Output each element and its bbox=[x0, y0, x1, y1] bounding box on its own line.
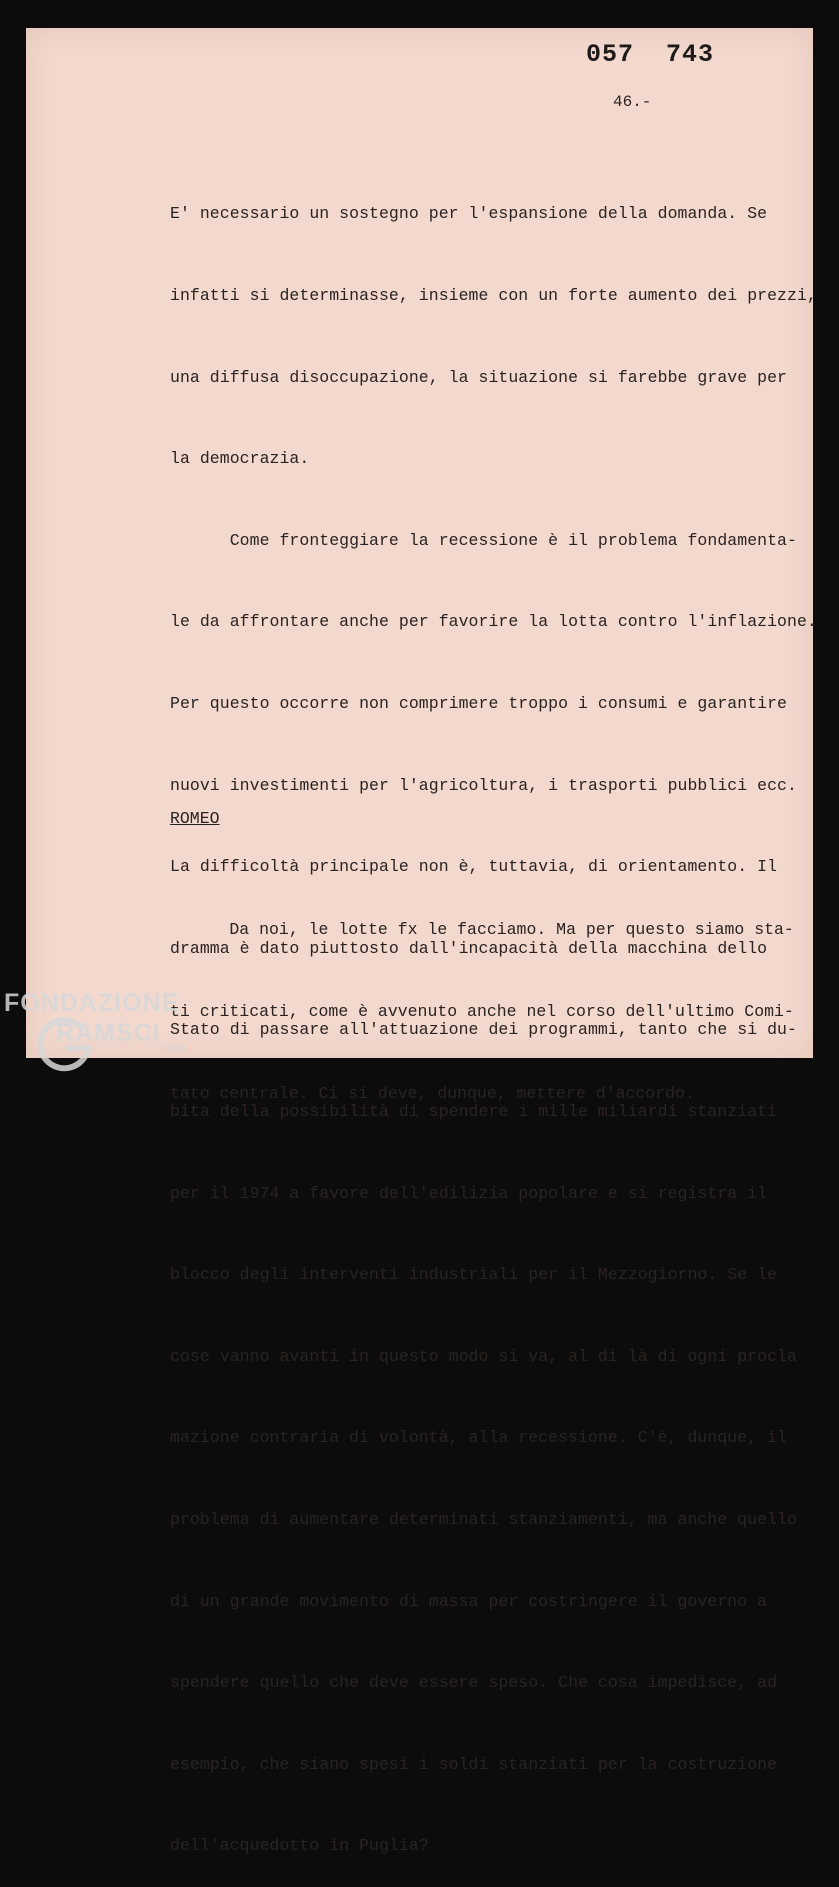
text-line: le da affrontare anche per favorire la lotta contro l'inflazione. bbox=[170, 612, 817, 632]
text-line: cose vanno avanti in questo modo si va, al di là di ogni procla bbox=[170, 1346, 797, 1366]
text-line: ti criticati, come è avvenuto anche nel corso dell'ultimo Comi- bbox=[170, 1002, 794, 1021]
text-line: La difficoltà principale non è, tuttavia, di orientamento. Il bbox=[170, 857, 778, 877]
watermark-line2-text: RAMSCI bbox=[56, 1019, 161, 1047]
foundation-watermark bbox=[4, 988, 187, 1064]
watermark-line1: FONDAZIONE bbox=[4, 989, 180, 1017]
text-line: spendere quello che deve essere speso. Che cosa impedisce, ad bbox=[170, 1673, 778, 1693]
text-line: E' necessario un sostegno per l'espansione della domanda. Se bbox=[170, 204, 768, 224]
text-line: problema di aumentare determinati stanziamenti, ma anche quello bbox=[170, 1509, 797, 1529]
reply-text bbox=[170, 862, 810, 1134]
text-line: tato centrale. Ci si deve, dunque, mettere d'accordo. bbox=[170, 1083, 695, 1103]
page-number: 46.- bbox=[613, 93, 652, 111]
text-line: infatti si determinasse, insieme con un forte aumento dei prezzi, bbox=[170, 286, 817, 305]
watermark-line2 bbox=[4, 1018, 187, 1064]
text-line: bita della possibilità di spendere i mille miliardi stanziati bbox=[170, 1101, 778, 1121]
gramsci-g-icon bbox=[34, 1012, 96, 1074]
text-line: per il 1974 a favore dell'edilizia popolare e si registra il bbox=[170, 1183, 768, 1203]
text-line: dramma è dato piuttosto dall'incapacità della macchina dello bbox=[170, 938, 768, 958]
text-line: blocco degli interventi industriali per il Mezzogiorno. Se le bbox=[170, 1265, 778, 1285]
speaker-name: ROMEO bbox=[170, 809, 220, 828]
text-line: nuovi investimenti per l'agricoltura, i trasporti pubblici ecc. bbox=[170, 775, 797, 795]
text-line: esempio, che siano spesi i soldi stanziati per la costruzione bbox=[170, 1754, 778, 1774]
text-line: Stato di passare all'attuazione dei programmi, tanto che si du- bbox=[170, 1020, 797, 1040]
text-line: dell'acquedotto in Puglia? bbox=[170, 1836, 429, 1856]
text-line: la democrazia. bbox=[170, 449, 310, 469]
text-line: di un grande movimento di massa per costringere il governo a bbox=[170, 1591, 768, 1611]
text-line: Da noi, le lotte fx le facciamo. Ma per questo siamo sta- bbox=[170, 920, 794, 940]
text-line: Come fronteggiare la recessione è il problema fondamenta- bbox=[170, 530, 797, 550]
watermark-onlus: onlus bbox=[162, 1043, 187, 1054]
archive-number: 057 743 bbox=[586, 40, 715, 69]
text-line: mazione contraria di volontà, alla recessione. C'è, dunque, il bbox=[170, 1428, 787, 1448]
text-line: Per questo occorre non comprimere troppo i consumi e garantire bbox=[170, 693, 787, 713]
text-line: una diffusa disoccupazione, la situazione si farebbe grave per bbox=[170, 367, 787, 387]
